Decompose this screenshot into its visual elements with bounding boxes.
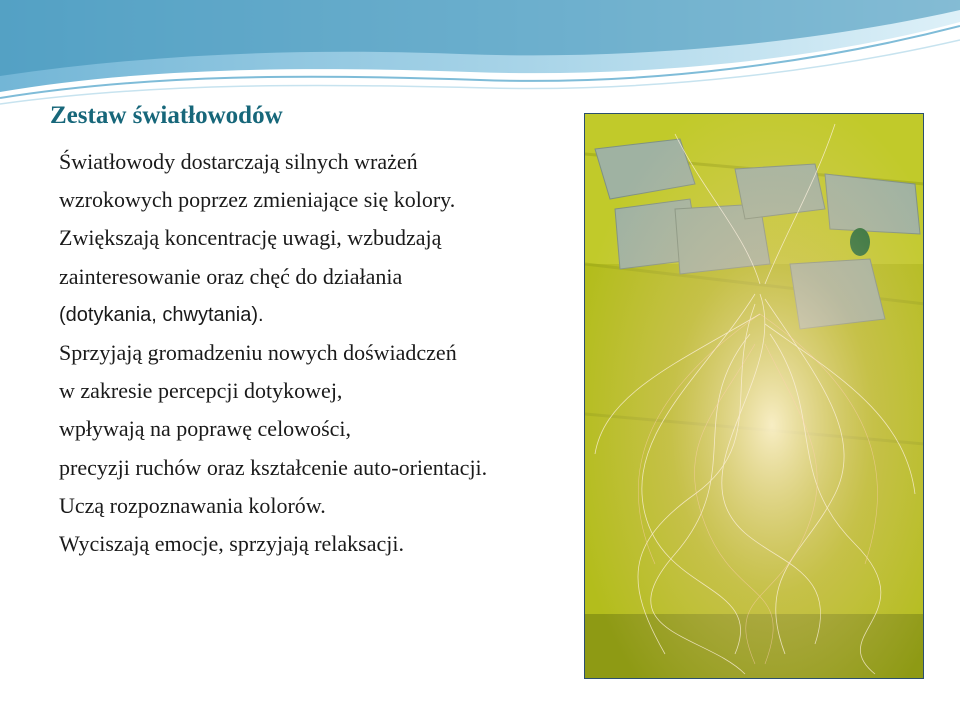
body-line-9: precyzji ruchów oraz kształcenie auto-orientacji. bbox=[59, 454, 488, 480]
body-line-8: wpływają na poprawę celowości, bbox=[59, 416, 352, 442]
slide-body bbox=[59, 143, 584, 563]
body-line-11: Wyciszają emocje, sprzyjają relaksacji. bbox=[59, 531, 404, 557]
body-line-4: zainteresowanie oraz chęć do działania bbox=[59, 263, 403, 289]
body-line-3: Zwiększają koncentrację uwagi, wzbudzają bbox=[59, 225, 442, 251]
body-line-5: (dotykania, chwytania). bbox=[59, 303, 264, 326]
body-line-1: Światłowody dostarczają silnych wrażeń bbox=[59, 149, 418, 174]
body-line-10: Uczą rozpoznawania kolorów. bbox=[59, 492, 326, 518]
body-line-6: Sprzyjają gromadzeniu nowych doświadczeń bbox=[59, 340, 457, 366]
body-line-2: wzrokowych poprzez zmieniające się kolory. bbox=[59, 187, 456, 213]
slide-title: Zestaw światłowodów bbox=[50, 102, 283, 129]
fiber-optic-photo bbox=[584, 113, 924, 679]
body-line-7: w zakresie percepcji dotykowej, bbox=[59, 378, 343, 404]
